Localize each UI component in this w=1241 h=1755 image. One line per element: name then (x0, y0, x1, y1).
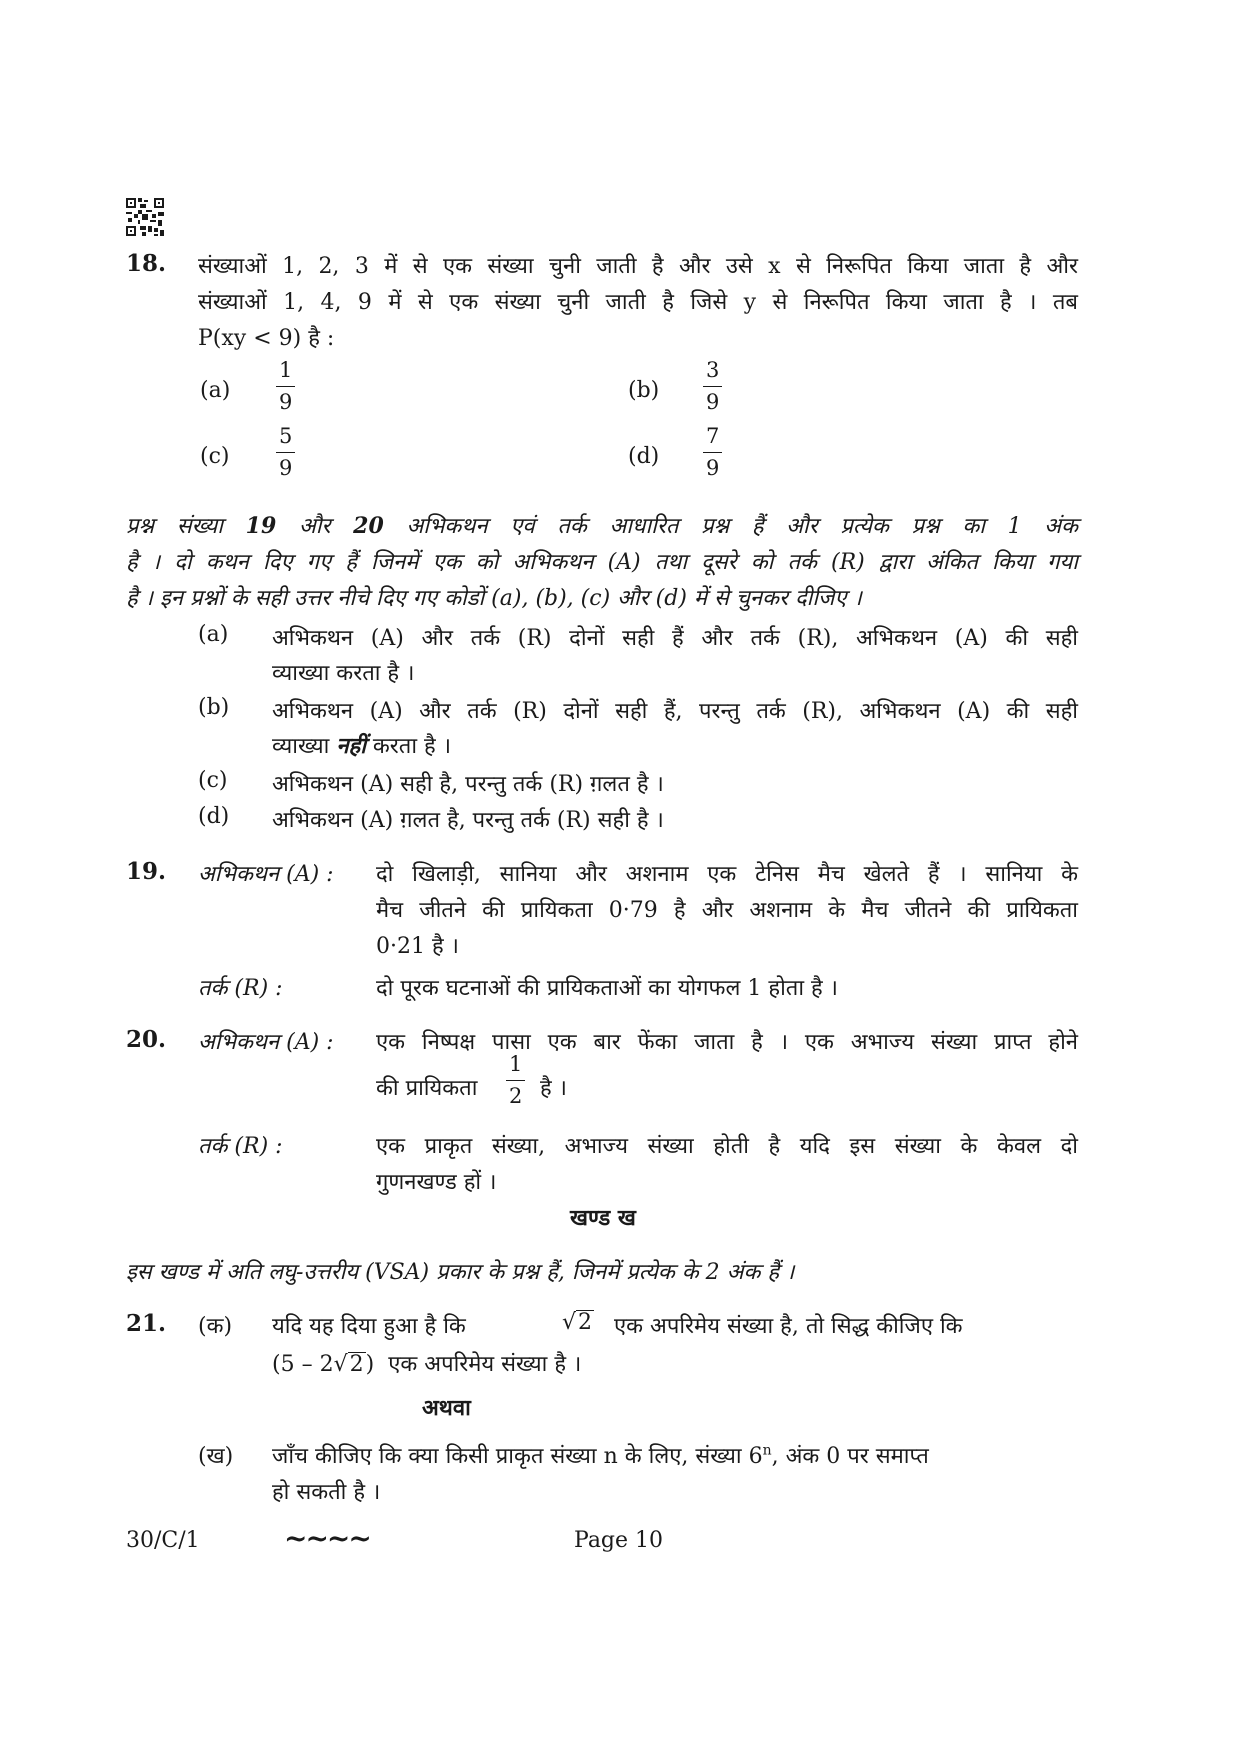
part-a-label: (क) (198, 1314, 233, 1339)
code-b-line-1: अभिकथन (A) और तर्क (R) दोनों सही हैं, परन्तु तर्क (R), अभिकथन (A) की सही (272, 699, 1078, 724)
q21-part-a-line-1b: एक अपरिमेय संख्या है, तो सिद्ध कीजिए कि (614, 1314, 963, 1339)
q19-reason-line-1: दो पूरक घटनाओं की प्रायिकताओं का योगफल 1 होता है । (376, 976, 839, 1001)
option-label-a: (a) (200, 378, 231, 403)
code-b-line-2: व्याख्या नहीं करता है । (272, 733, 452, 759)
q21-part-a-line-1a: यदि यह दिया हुआ है कि (272, 1314, 466, 1339)
q21-part-b-line-1: जाँच कीजिए कि क्या किसी प्राकृत संख्या n के लिए, संख्या 6$^n$, अंक 0 पर समाप्त (272, 1442, 929, 1469)
instructions-line-2: है । दो कथन दिए गए हैं जिनमें एक को अभिकथन (A) तथा दूसरे को तर्क (R) द्वारा अंकित किया गया (126, 550, 1078, 575)
code-a-line-2: व्याख्या करता है । (272, 661, 415, 686)
code-a-line-1: अभिकथन (A) और तर्क (R) दोनों सही हैं और तर्क (R), अभिकथन (A) की सही (272, 626, 1078, 651)
q21-part-b-line-2: हो सकती है । (272, 1480, 381, 1505)
reason-label: तर्क (R) : (198, 976, 283, 1001)
question-number: 18. (126, 250, 167, 277)
q20-assertion-line-2a: की प्रायिकता (376, 1076, 478, 1101)
or-divider: अथवा (422, 1395, 471, 1421)
wave-decoration: ~~~~ (284, 1522, 370, 1555)
qr-code-icon (126, 198, 164, 236)
assertion-label: अभिकथन (A) : (198, 862, 334, 887)
part-b-label: (ख) (198, 1444, 234, 1469)
code-label-c: (c) (198, 768, 228, 793)
question-number: 20. (126, 1026, 167, 1053)
paper-code: 30/C/1 (126, 1528, 200, 1553)
option-fraction-b: $\frac{3}{9}$ (703, 360, 722, 413)
option-fraction-c: $\frac{5}{9}$ (276, 426, 295, 479)
q18-line-1: संख्याओं 1, 2, 3 में से एक संख्या चुनी जाती है और उसे x से निरूपित किया जाता है और (198, 254, 1078, 279)
sqrt-two: √2 (562, 1310, 593, 1335)
q20-assertion-line-1: एक निष्पक्ष पासा एक बार फेंका जाता है । एक अभाज्य संख्या प्राप्त होने (376, 1030, 1078, 1055)
code-label-b: (b) (198, 695, 230, 720)
q19-assertion-line-3: 0·21 है । (376, 934, 459, 959)
q20-reason-line-2: गुणनखण्ड हों । (376, 1170, 497, 1195)
option-label-d: (d) (628, 444, 660, 469)
section-title: खण्ड ख (570, 1205, 636, 1231)
q21-part-a-line-2: (5 – 2√2) एक अपरिमेय संख्या है । (272, 1352, 582, 1377)
code-c-line-1: अभिकथन (A) सही है, परन्तु तर्क (R) ग़लत है । (272, 772, 664, 797)
q19-assertion-line-1: दो खिलाड़ी, सानिया और अशनाम एक टेनिस मैच खेलते हैं । सानिया के (376, 862, 1078, 887)
code-d-line-1: अभिकथन (A) ग़लत है, परन्तु तर्क (R) सही है । (272, 808, 664, 833)
assertion-label: अभिकथन (A) : (198, 1030, 334, 1055)
emphasis-nahin: नहीं (336, 733, 366, 759)
option-fraction-a: $\frac{1}{9}$ (276, 360, 295, 413)
question-number: 19. (126, 858, 167, 885)
q18-line-3: P(xy < 9) है : (198, 326, 335, 351)
q20-assertion-line-2b: है । (540, 1076, 568, 1101)
fraction-one-half: $\frac{1}{2}$ (506, 1054, 525, 1107)
page-number: Page 10 (574, 1528, 664, 1553)
code-label-d: (d) (198, 804, 230, 829)
q18-line-2: संख्याओं 1, 4, 9 में से एक संख्या चुनी जाती है जिसे y से निरूपित किया जाता है । तब (198, 290, 1078, 315)
code-label-a: (a) (198, 622, 229, 647)
section-note: इस खण्ड में अति लघु-उत्तरीय (VSA) प्रकार के प्रश्न हैं, जिनमें प्रत्येक के 2 अंक हैं । (126, 1260, 795, 1285)
instructions-line-1: प्रश्न संख्या 19 और 20 अभिकथन एवं तर्क आधारित प्रश्न हैं और प्रत्येक प्रश्न का 1 अंक (126, 513, 1078, 539)
instructions-line-3: है । इन प्रश्नों के सही उत्तर नीचे दिए गए कोडों (a), (b), (c) और (d) में से चुनकर दीजिए । (126, 586, 862, 611)
q20-reason-line-1: एक प्राकृत संख्या, अभाज्य संख्या होती है यदि इस संख्या के केवल दो (376, 1134, 1078, 1159)
question-number: 21. (126, 1310, 167, 1337)
option-fraction-d: $\frac{7}{9}$ (703, 426, 722, 479)
q19-assertion-line-2: मैच जीतने की प्रायिकता 0·79 है और अशनाम के मैच जीतने की प्रायिकता (376, 898, 1078, 923)
option-label-b: (b) (628, 378, 660, 403)
reason-label: तर्क (R) : (198, 1134, 283, 1159)
option-label-c: (c) (200, 444, 230, 469)
